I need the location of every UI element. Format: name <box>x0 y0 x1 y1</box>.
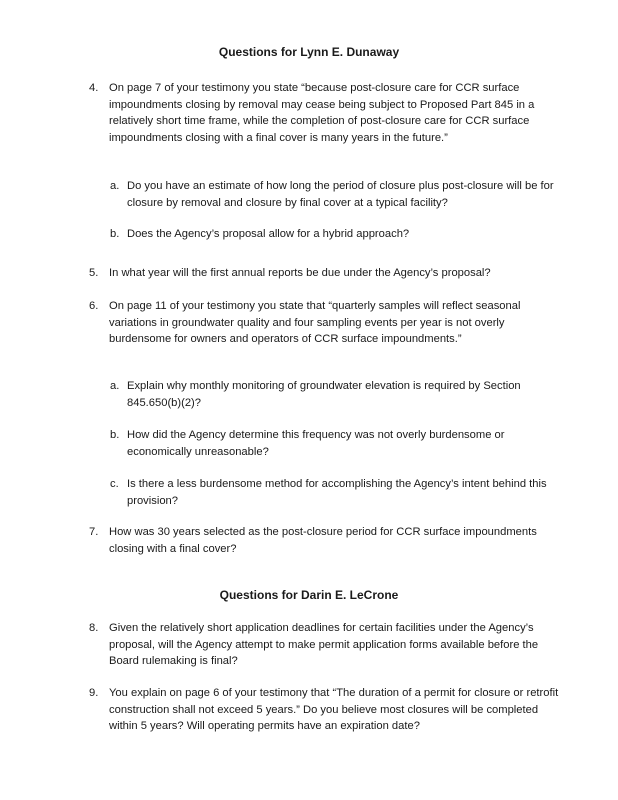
section-heading-lecrone: Questions for Darin E. LeCrone <box>219 588 399 602</box>
question-number: 9. <box>89 687 99 699</box>
question-text: How was 30 years selected as the post-closure period for CCR surface impoundments closing with a final cover? <box>109 526 537 555</box>
subquestion-text: Does the Agency’s proposal allow for a hybrid approach? <box>127 228 410 240</box>
subquestion-text: Explain why monthly monitoring of groundwater elevation is required by Section 845.650(b)(2)? <box>127 380 521 409</box>
question-number: 7. <box>89 526 99 538</box>
question-4 <box>89 80 559 146</box>
subquestion-letter: b. <box>110 429 120 441</box>
question-6a <box>110 378 555 411</box>
question-number: 4. <box>89 82 99 94</box>
question-text: On page 7 of your testimony you state “because post-closure care for CCR surface impoundments closing by removal may cease being subject to Proposed Part 845 in a relatively short time frame, while the completion of post-closure care for CCR surface impoundments closing with a final cover is many years in the future.” <box>109 82 535 144</box>
question-4a <box>110 178 555 211</box>
question-7 <box>89 524 559 557</box>
subquestion-text: How did the Agency determine this frequency was not overly burdensome or economically unreasonable? <box>127 429 505 458</box>
section-heading-dunaway: Questions for Lynn E. Dunaway <box>218 45 400 59</box>
question-text: Given the relatively short application deadlines for certain facilities under the Agency’s proposal, will the Agency attempt to make permit application forms available before the Board rulemaking is final? <box>109 622 539 667</box>
question-number: 5. <box>89 267 99 279</box>
question-text: In what year will the first annual reports be due under the Agency’s proposal? <box>109 267 491 279</box>
subquestion-text: Is there a less burdensome method for accomplishing the Agency’s intent behind this provision? <box>127 478 547 507</box>
question-6c <box>110 476 555 509</box>
question-number: 8. <box>89 622 99 634</box>
question-4b <box>110 226 555 243</box>
subquestion-letter: a. <box>110 180 120 192</box>
question-9 <box>89 685 559 735</box>
subquestion-letter: c. <box>110 478 119 490</box>
question-6 <box>89 298 559 348</box>
question-8 <box>89 620 559 670</box>
question-5 <box>89 265 559 282</box>
question-6b <box>110 427 555 460</box>
subquestion-text: Do you have an estimate of how long the period of closure plus post-closure will be for closure by removal and closure by final cover at a typical facility? <box>127 180 554 209</box>
question-number: 6. <box>89 300 99 312</box>
question-text: On page 11 of your testimony you state that “quarterly samples will reflect seasonal variations in groundwater quality and four sampling events per year is not overly burdensome for owners and operators of CCR surface impoundments.” <box>109 300 521 345</box>
subquestion-letter: a. <box>110 380 120 392</box>
subquestion-letter: b. <box>110 228 120 240</box>
question-text: You explain on page 6 of your testimony that “The duration of a permit for closure or retrofit construction shall not exceed 5 years.” Do you believe most closures will be completed within 5 years? Will operating permits have an expiration date? <box>109 687 559 732</box>
